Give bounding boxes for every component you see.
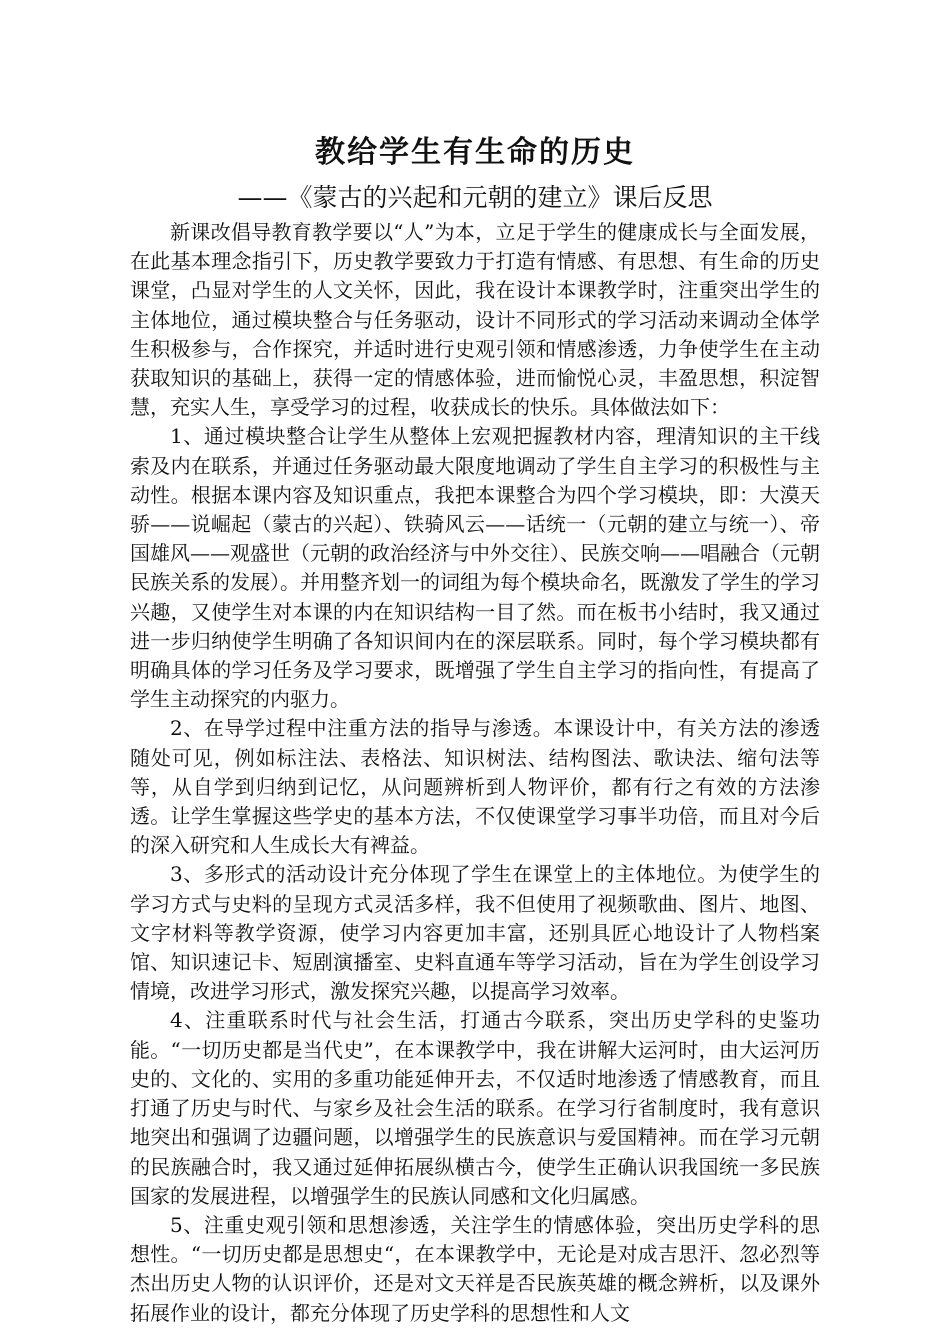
document-content — [130, 130, 820, 1328]
point-5-paragraph: 5、注重史观引领和思想渗透，关注学生的情感体验，突出历史学科的思想性。“一切历史都是思想史“，在本课教学中，无论是对成吉思汗、忽必烈等杰出历史人物的认识评价，还是对文天祥是否民族英雄的概念辨析，以及课外拓展作业的设计，都充分体现了历史学科的思想性和人文 — [130, 1212, 820, 1325]
point-2-paragraph: 2、在导学过程中注重方法的指导与渗透。本课设计中，有关方法的渗透随处可见，例如标注法、表格法、知识树法、结构图法、歌诀法、缩句法等等，从自学到归纳到记忆，从问题辨析到人物评价，都有行之有效的方法渗透。让学生掌握这些学史的基本方法，不仅使课堂学习事半功倍，而且对今后的深入研究和人生成长大有裨益。 — [130, 716, 820, 858]
document-body — [130, 218, 820, 1328]
document-subtitle: ——《蒙古的兴起和元朝的建立》课后反思 — [237, 183, 713, 212]
point-3-paragraph: 3、多形式的活动设计充分体现了学生在课堂上的主体地位。为使学生的学习方式与史料的呈现方式灵活多样，我不但使用了视频歌曲、图片、地图、文字材料等教学资源，使学习内容更加丰富，还别具匠心地设计了人物档案馆、知识速记卡、短剧演播室、史料直通车等学习活动，旨在为学生创设学习情境，改进学习形式，激发探究兴趣，以提高学习效率。 — [130, 862, 820, 1004]
point-1-paragraph: 1、通过模块整合让学生从整体上宏观把握教材内容，理清知识的主干线索及内在联系，并通过任务驱动最大限度地调动了学生自主学习的积极性与主动性。根据本课内容及知识重点，我把本课整合为四个学习模块，即：大漠天骄——说崛起（蒙古的兴起）、铁骑风云——话统一（元朝的建立与统一）、帝国雄风——观盛世（元朝的政治经济与中外交往）、民族交响——唱融合（元朝民族关系的发展）。并用整齐划一的词组为每个模块命名，既激发了学生的学习兴趣，又使学生对本课的内在知识结构一目了然。而在板书小结时，我又通过进一步归纳使学生明确了各知识间内在的深层联系。同时，每个学习模块都有明确具体的学习任务及学习要求，既增强了学生自主学习的指向性，有提高了学生主动探究的内驱力。 — [130, 424, 820, 712]
point-4-paragraph: 4、注重联系时代与社会生活，打通古今联系，突出历史学科的史鉴功能。“一切历史都是当代史”，在本课教学中，我在讲解大运河时，由大运河历史的、文化的、实用的多重功能延伸开去，不仅适时地渗透了情感教育，而且打通了历史与时代、与家乡及社会生活的联系。在学习行省制度时，我有意识地突出和强调了边疆问题，以增强学生的民族意识与爱国精神。而在学习元朝的民族融合时，我又通过延伸拓展纵横古今，使学生正确认识我国统一多民族国家的发展进程，以增强学生的民族认同感和文化归属感。 — [130, 1008, 820, 1208]
document-title: 教给学生有生命的历史 — [315, 135, 635, 170]
intro-paragraph: 新课改倡导教育教学要以“人”为本，立足于学生的健康成长与全面发展，在此基本理念指引下，历史教学要致力于打造有情感、有思想、有生命的历史课堂，凸显对学生的人文关怀，因此，我在设计本课教学时，注重突出学生的主体地位，通过模块整合与任务驱动，设计不同形式的学习活动来调动全体学生积极参与，合作探究，并适时进行史观引领和情感渗透，力争使学生在主动获取知识的基础上，获得一定的情感体验，进而愉悦心灵，丰盈思想，积淀智慧，充实人生，享受学习的过程，收获成长的快乐。具体做法如下： — [130, 220, 820, 420]
